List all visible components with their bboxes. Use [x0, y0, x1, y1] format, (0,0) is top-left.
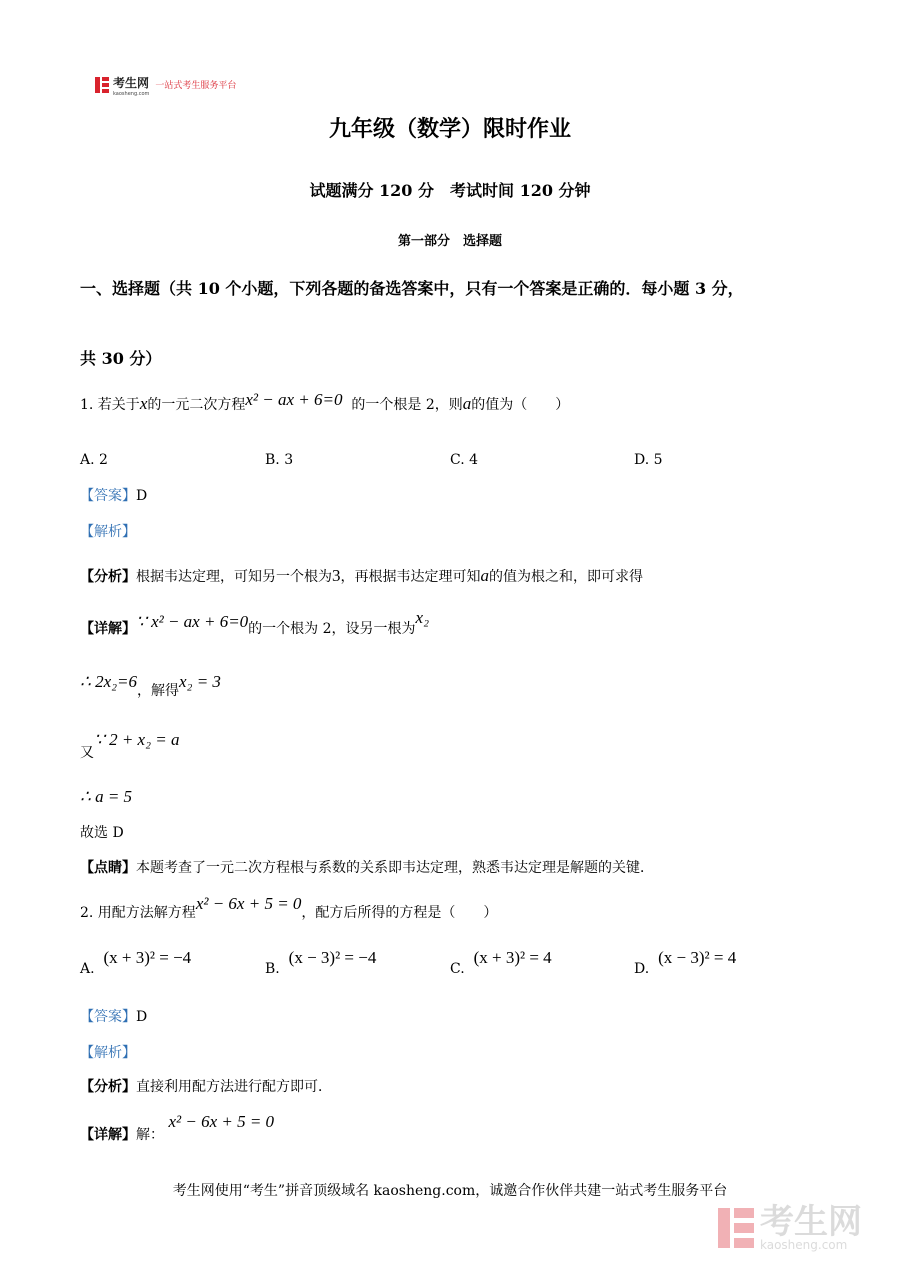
q2-detail-eq: x² − 6x + 5 = 0: [168, 1112, 275, 1131]
q2-stem-b: ，配方后所得的方程是（ ）: [301, 905, 498, 921]
q2-option-a-letter: A.: [80, 961, 95, 977]
q1-stem-b: 的一元二次方程: [147, 397, 246, 413]
q1-option-a: A. 2: [80, 452, 108, 468]
q1-option-b: B. 3: [265, 452, 294, 468]
page-footer: 考生网使用“考生”拼音顶级域名 kaosheng.com，诚邀合作伙伴共建一站式考生服务平台: [172, 1183, 728, 1199]
q1-choose: 故选 D: [80, 825, 124, 841]
q2-detail-label: 【详解】: [80, 1127, 136, 1143]
q1-var-a: a: [462, 394, 472, 413]
watermark-text: 考生网: [760, 1202, 862, 1242]
q1-step1-b: ，解得: [137, 683, 179, 699]
q2-option-c: [450, 948, 552, 977]
q1-dianjing-text: 本题考查了一元二次方程根与系数的关系即韦达定理，熟悉韦达定理是解题的关键．: [136, 860, 654, 876]
q2-fenxi: [80, 1076, 332, 1096]
q2-detail-b: 解：: [136, 1127, 164, 1143]
q1-detail-x2: x₂: [415, 608, 429, 627]
q2-option-b-eq: (x − 3)² = −4: [288, 948, 377, 967]
q1-step1: [80, 672, 221, 699]
watermark-domain: kaosheng.com: [760, 1238, 848, 1252]
q1-step3: ∴ a = 5: [80, 787, 133, 806]
q1-stem-a: 1. 若关于: [80, 397, 140, 413]
q1-step2-eq: ∵ 2 + x₂ = a: [94, 730, 180, 749]
logo-domain: kaosheng.com: [113, 91, 150, 97]
q1-step1-result: x₂ = 3: [179, 672, 221, 691]
document-title: 九年级（数学）限时作业: [328, 116, 571, 142]
q1-detail-eq: ∵ x² − ax + 6=0: [136, 612, 249, 631]
q2-option-a: [80, 948, 192, 977]
watermark-logo-icon: [718, 1208, 754, 1248]
section-heading-line2: 共 30 分）: [80, 349, 162, 368]
logo-mark-icon: [95, 77, 109, 93]
q2-equation: x² − 6x + 5 = 0: [195, 894, 302, 913]
question-2-stem: [80, 894, 498, 921]
q1-dianjing: [80, 857, 654, 877]
q1-option-d: D. 5: [634, 452, 663, 468]
q1-var-x: x: [139, 394, 148, 413]
q2-fenxi-label: 【分析】: [80, 1079, 136, 1095]
q2-detail: [80, 1112, 275, 1143]
q1-fenxi-label: 【分析】: [80, 569, 136, 585]
q2-fenxi-text: 直接利用配方法进行配方即可．: [136, 1079, 332, 1095]
q1-fenxi-a: 根据韦达定理，可知另一个根为: [136, 569, 332, 585]
q1-detail: [80, 608, 429, 638]
q2-option-b-letter: B.: [265, 961, 280, 977]
q1-fenxi-b: ，再根据韦达定理可知: [340, 569, 481, 585]
q2-answer: [80, 1006, 147, 1026]
watermark: [718, 1202, 862, 1252]
q2-answer-value: D: [136, 1009, 148, 1025]
q1-stem-d: 的值为（ ）: [471, 397, 570, 413]
q1-detail-label: 【详解】: [80, 621, 136, 637]
document-subtitle: 试题满分 120 分 考试时间 120 分钟: [309, 181, 591, 200]
q2-stem-a: 2. 用配方法解方程: [80, 905, 196, 921]
q1-dianjing-label: 【点睛】: [80, 860, 136, 876]
q2-option-c-eq: (x + 3)² = 4: [473, 948, 552, 967]
header-logo: [95, 72, 236, 97]
part-heading: 第一部分 选择题: [397, 234, 502, 249]
q1-answer: [80, 485, 147, 505]
q1-equation: x² − ax + 6=0: [245, 390, 343, 409]
q2-option-d: [634, 948, 737, 977]
logo-name: 考生网: [113, 76, 150, 90]
q2-answer-label: 【答案】: [80, 1009, 136, 1025]
q2-option-d-letter: D.: [634, 961, 650, 977]
q2-option-c-letter: C.: [450, 961, 465, 977]
q2-analysis-label: 【解析】: [80, 1045, 136, 1061]
logo-slogan: 一站式考生服务平台: [155, 81, 237, 91]
q1-answer-label: 【答案】: [80, 488, 136, 504]
q1-step2-you: 又: [80, 745, 94, 761]
q1-option-c: C. 4: [450, 452, 479, 468]
q2-option-b: [265, 948, 377, 977]
q1-answer-value: D: [136, 488, 148, 504]
q1-step2: [80, 730, 180, 761]
q1-stem-c: 的一个根是 2，则: [351, 397, 463, 413]
q2-option-d-eq: (x − 3)² = 4: [658, 948, 737, 967]
section-heading-line1: 一、选择题（共 10 个小题，下列各题的备选答案中，只有一个答案是正确的．每小题 3 分，: [80, 279, 744, 298]
q2-option-a-eq: (x + 3)² = −4: [103, 948, 192, 967]
q1-fenxi-var-a: a: [480, 566, 489, 585]
question-1-stem: [80, 390, 570, 414]
q1-fenxi-c: 的值为根之和，即可求得: [489, 569, 643, 585]
q1-step1-eq: ∴ 2x₂=6: [80, 672, 137, 691]
q1-fenxi-three: 3: [332, 566, 341, 585]
q1-detail-b: 的一个根为 2，设另一根为: [248, 621, 416, 637]
q1-fenxi: [80, 566, 643, 586]
q1-analysis-label: 【解析】: [80, 524, 136, 540]
